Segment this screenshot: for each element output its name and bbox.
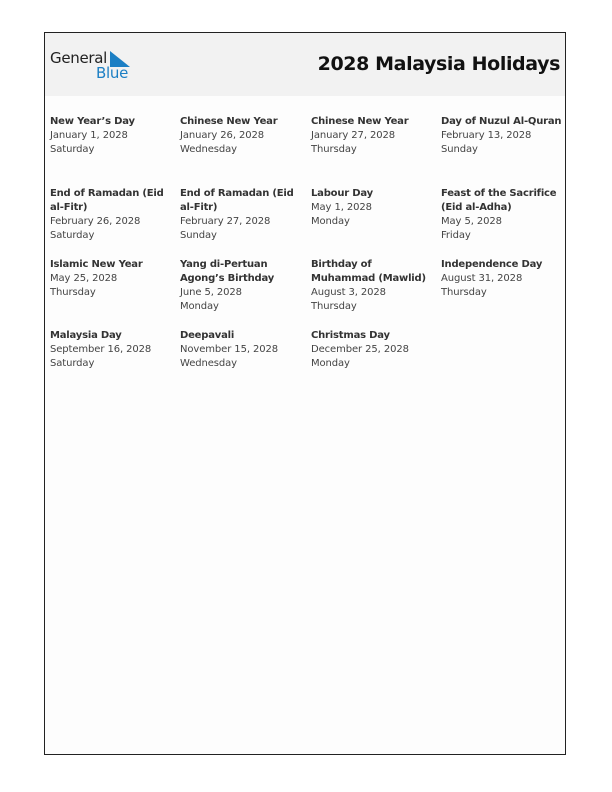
holiday-weekday: Thursday [50,287,96,298]
holiday-name: Chinese New Year [180,116,278,127]
holiday-name: End of Ramadan (Eid al-Fitr) [180,188,294,213]
header [45,33,565,96]
holiday-date: February 27, 2028 [180,216,271,227]
holiday-weekday: Thursday [311,144,357,155]
holiday-date: May 5, 2028 [441,216,502,227]
holiday-weekday: Wednesday [180,144,237,155]
holiday-date: May 25, 2028 [50,273,118,284]
holiday-name: Islamic New Year [50,259,143,270]
holiday-date: November 15, 2028 [180,344,279,355]
holiday-name: Christmas Day [311,330,390,341]
holiday-item [311,115,435,157]
holiday-date: June 5, 2028 [180,287,242,298]
holiday-date: September 16, 2028 [50,344,152,355]
holiday-weekday: Monday [311,216,350,227]
holiday-weekday: Thursday [441,287,487,298]
holiday-name: Yang di-Pertuan Agong’s Birthday [180,259,275,284]
holiday-weekday: Saturday [50,358,95,369]
holiday-item [50,187,174,243]
holiday-name: New Year’s Day [50,116,135,127]
holiday-item [180,115,304,157]
page-frame [44,32,566,755]
holiday-item [441,187,565,243]
holiday-item [311,187,435,229]
holiday-name: Deepavali [180,330,235,341]
holiday-item [50,258,174,300]
holiday-name: Birthday of Muhammad (Mawlid) [311,259,426,284]
holiday-item [180,329,304,371]
holiday-item [441,115,565,157]
holiday-date: August 31, 2028 [441,273,523,284]
holiday-name: Day of Nuzul Al-Quran [441,116,562,127]
holiday-name: Labour Day [311,188,373,199]
logo [50,49,140,83]
holiday-name: Chinese New Year [311,116,409,127]
holiday-date: January 1, 2028 [50,130,128,141]
holiday-date: February 13, 2028 [441,130,532,141]
holiday-weekday: Monday [180,301,219,312]
holiday-date: December 25, 2028 [311,344,409,355]
holiday-item [311,258,435,314]
holiday-weekday: Wednesday [180,358,237,369]
holiday-name: Feast of the Sacrifice (Eid al-Adha) [441,188,557,213]
holiday-item [50,329,174,371]
holiday-weekday: Thursday [311,301,357,312]
holiday-item [50,115,174,157]
holiday-name: End of Ramadan (Eid al-Fitr) [50,188,164,213]
holiday-date: February 26, 2028 [50,216,141,227]
holiday-item [441,258,565,300]
holiday-name: Malaysia Day [50,330,122,341]
holiday-weekday: Saturday [50,230,95,241]
holiday-weekday: Saturday [50,144,95,155]
holiday-weekday: Monday [311,358,350,369]
holiday-item [311,329,435,371]
holiday-date: January 27, 2028 [311,130,396,141]
holiday-date: January 26, 2028 [180,130,265,141]
holiday-weekday: Friday [441,230,471,241]
holiday-name: Independence Day [441,259,543,270]
logo-text-general: General [50,49,108,67]
holiday-date: May 1, 2028 [311,202,372,213]
holiday-item [180,258,304,314]
holiday-weekday: Sunday [441,144,478,155]
holiday-weekday: Sunday [180,230,217,241]
logo-text-blue: Blue [96,64,128,82]
holiday-item [180,187,304,243]
holiday-date: August 3, 2028 [311,287,386,298]
page-title: 2028 Malaysia Holidays [317,53,560,75]
